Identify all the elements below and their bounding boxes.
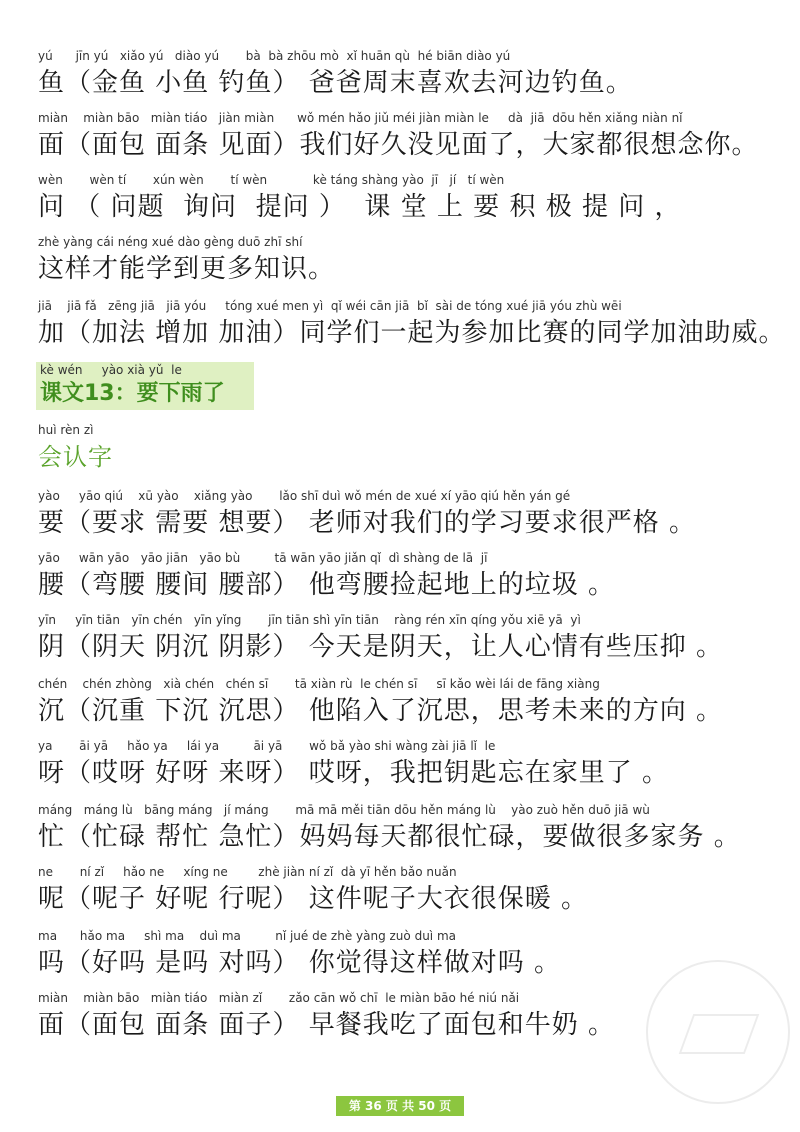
pinyin-line: wèn wèn tí xún wèn tí wèn kè táng shàng yào jī jí tí wèn bbox=[38, 173, 505, 187]
section-title: 会认字 bbox=[38, 443, 113, 471]
hanzi-line: 呀（哎呀 好呀 来呀） 哎呀，我把钥匙忘在家里了 。 bbox=[38, 758, 670, 788]
hanzi-line: 加（加法 增加 加油）同学们一起为参加比赛的同学加油助威。 bbox=[38, 318, 786, 348]
hanzi-line: 沉（沉重 下沉 沉思） 他陷入了沉思，思考未来的方向 。 bbox=[38, 696, 724, 726]
word-entry-jia bbox=[38, 298, 790, 350]
pinyin-line: yīn yīn tiān yīn chén yīn yǐng jīn tiān shì yīn tiān ràng rén xīn qíng yǒu xiē yā yì bbox=[38, 613, 581, 627]
word-entry-mian bbox=[38, 110, 790, 162]
hanzi-line: 要（要求 需要 想要） 老师对我们的学习要求很严格 。 bbox=[38, 508, 697, 538]
page-number: 第 36 页 共 50 页 bbox=[336, 1096, 464, 1116]
pinyin-line: chén chén zhòng xià chén chén sī tā xiàn rù le chén sī sī kǎo wèi lái de fāng xiàng bbox=[38, 677, 600, 691]
pinyin-line: máng máng lù bāng máng jí máng mā mā měi tiān dōu hěn máng lù yào zuò hěn duō jiā wù bbox=[38, 803, 650, 817]
pinyin-line: miàn miàn bāo miàn tiáo miàn zǐ zǎo cān wǒ chī le miàn bāo hé niú nǎi bbox=[38, 991, 520, 1005]
hanzi-line: 阴（阴天 阴沉 阴影） 今天是阴天，让人心情有些压抑 。 bbox=[38, 632, 724, 662]
pinyin-line: zhè yàng cái néng xué dào gèng duō zhī shí bbox=[38, 235, 303, 249]
section-pinyin: huì rèn zì bbox=[38, 423, 94, 437]
word-entry-ya bbox=[38, 738, 790, 790]
word-entry-ne bbox=[38, 864, 790, 916]
word-entry-yin bbox=[38, 612, 790, 664]
section-heading bbox=[38, 422, 790, 474]
hanzi-line: 这样才能学到更多知识。 bbox=[38, 254, 336, 284]
sentence-continuation bbox=[38, 234, 790, 286]
hanzi-line: 问 （ 问题 询问 提问 ） 课 堂 上 要 积 极 提 问 ， bbox=[38, 192, 682, 222]
pinyin-line: ne ní zǐ hǎo ne xíng ne zhè jiàn ní zǐ dà yī hěn bǎo nuǎn bbox=[38, 865, 457, 879]
hanzi-line: 腰（弯腰 腰间 腰部） 他弯腰捡起地上的垃圾 。 bbox=[38, 570, 616, 600]
pinyin-line: miàn miàn bāo miàn tiáo jiàn miàn wǒ mén hǎo jiǔ méi jiàn miàn le dà jiā dōu hěn xiǎng niàn nǐ bbox=[38, 111, 683, 125]
lesson-title: 课文13：要下雨了 bbox=[40, 381, 225, 406]
hanzi-line: 面（面包 面条 见面）我们好久没见面了，大家都很想念你。 bbox=[38, 130, 759, 160]
word-entry-mian-2 bbox=[38, 990, 790, 1042]
lesson-heading bbox=[36, 362, 254, 410]
lesson-pinyin: kè wén yào xià yǔ le bbox=[40, 363, 182, 377]
pinyin-line: yào yāo qiú xū yào xiǎng yào lǎo shī duì wǒ mén de xué xí yāo qiú hěn yán gé bbox=[38, 489, 571, 503]
word-entry-ma bbox=[38, 928, 790, 980]
hanzi-line: 呢（呢子 好呢 行呢） 这件呢子大衣很保暖 。 bbox=[38, 884, 589, 914]
word-entry-mang bbox=[38, 802, 790, 854]
word-entry-chen bbox=[38, 676, 790, 728]
hanzi-line: 忙（忙碌 帮忙 急忙）妈妈每天都很忙碌，要做很多家务 。 bbox=[38, 822, 741, 852]
pinyin-line: yāo wān yāo yāo jiān yāo bù tā wān yāo jiǎn qǐ dì shàng de lā jī bbox=[38, 551, 488, 565]
word-entry-yao bbox=[38, 488, 790, 540]
pinyin-line: ya āi yā hǎo ya lái ya āi yā wǒ bǎ yào shi wàng zài jiā lǐ le bbox=[38, 739, 496, 753]
hanzi-line: 吗（好吗 是吗 对吗） 你觉得这样做对吗 。 bbox=[38, 948, 562, 978]
pinyin-line: yú jīn yú xiǎo yú diào yú bà bà zhōu mò xǐ huān qù hé biān diào yú bbox=[38, 49, 511, 63]
pinyin-line: ma hǎo ma shì ma duì ma nǐ jué de zhè yàng zuò duì ma bbox=[38, 929, 456, 943]
hanzi-line: 鱼（金鱼 小鱼 钓鱼） 爸爸周末喜欢去河边钓鱼。 bbox=[38, 68, 633, 98]
word-entry-yu bbox=[38, 48, 790, 100]
word-entry-yao-waist bbox=[38, 550, 790, 602]
hanzi-line: 面（面包 面条 面子） 早餐我吃了面包和牛奶 。 bbox=[38, 1010, 616, 1040]
pinyin-line: jiā jiā fǎ zēng jiā jiā yóu tóng xué men yì qǐ wéi cān jiā bǐ sài de tóng xué jiā yóu zhù wēi bbox=[38, 299, 622, 313]
word-entry-wen bbox=[38, 172, 790, 224]
